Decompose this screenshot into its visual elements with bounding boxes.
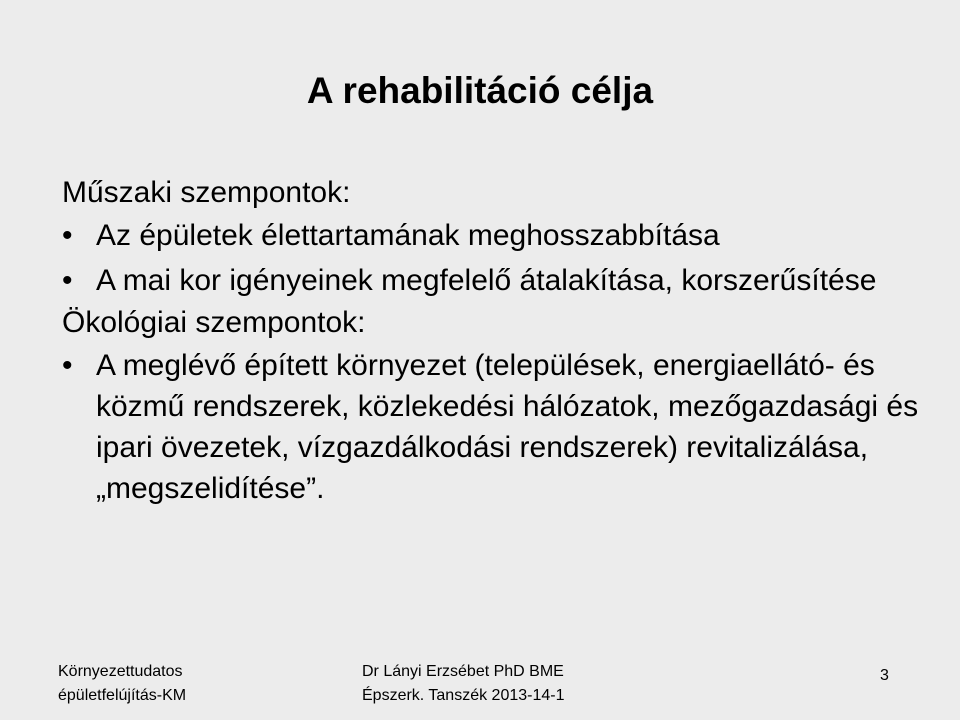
bullet-icon: • (62, 349, 73, 382)
footer-author-line1: Dr Lányi Erzsébet PhD BME (362, 663, 564, 680)
section-heading-technical: Műszaki szempontok: (62, 176, 351, 209)
footer-course-line1: Környezettudatos (58, 663, 183, 680)
bullet-text: A mai kor igényeinek megfelelő átalakítása, korszerűsítése (96, 264, 877, 297)
page-number: 3 (880, 667, 889, 684)
bullet-icon: • (62, 264, 73, 297)
bullet-list-technical (62, 215, 932, 301)
bullet-item (62, 345, 932, 509)
bullet-item (62, 260, 932, 301)
section-heading-ecological: Ökológiai szempontok: (62, 306, 366, 339)
footer-course (58, 660, 186, 708)
bullet-icon: • (62, 219, 73, 252)
slide-content (62, 172, 932, 509)
slide-title: A rehabilitáció célja (306, 70, 654, 111)
bullet-text: A meglévő épített környezet (települések, energiaellátó- és közmű rendszerek, közlekedési hálózatok, mezőgazdasági és ipari övezetek, vízgazdálkodási rendszerek) revitalizálása, „megszelidítése”. (96, 349, 919, 505)
bullet-item (62, 215, 932, 256)
bullet-text: Az épületek élettartamának meghosszabbítása (96, 219, 720, 252)
bullet-list-ecological (62, 345, 932, 509)
footer-author-line2: Épszerk. Tanszék 2013-14-1 (362, 687, 565, 704)
footer-author (362, 660, 564, 708)
footer-course-line2: épületfelújítás-KM (58, 687, 187, 704)
